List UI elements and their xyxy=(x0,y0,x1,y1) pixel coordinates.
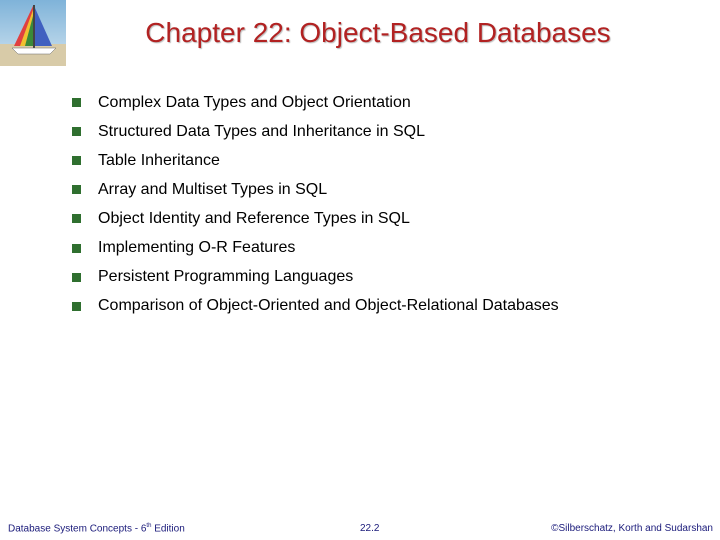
square-bullet-icon xyxy=(72,185,81,194)
bullet-text: Implementing O-R Features xyxy=(98,239,296,257)
square-bullet-icon xyxy=(72,302,81,311)
slide-title: Chapter 22: Object-Based Databases xyxy=(145,17,611,48)
list-item xyxy=(72,204,559,233)
square-bullet-icon xyxy=(72,214,81,223)
bullet-text: Array and Multiset Types in SQL xyxy=(98,180,328,198)
footer-edition-superscript: th xyxy=(146,523,152,529)
list-item xyxy=(72,292,559,321)
bullet-text: Complex Data Types and Object Orientation xyxy=(98,93,411,111)
bullet-text: Table Inheritance xyxy=(98,151,220,169)
list-item xyxy=(72,233,559,262)
square-bullet-icon xyxy=(72,244,81,253)
square-bullet-icon xyxy=(72,156,81,165)
list-item xyxy=(72,146,559,175)
square-bullet-icon xyxy=(72,98,81,107)
bullet-text: Persistent Programming Languages xyxy=(98,268,354,286)
footer-book-title-text: Database System Concepts - 6 xyxy=(8,523,147,535)
footer-book-title xyxy=(8,523,185,534)
square-bullet-icon xyxy=(72,273,81,282)
square-bullet-icon xyxy=(72,127,81,136)
list-item xyxy=(72,175,559,204)
bullet-text: Comparison of Object-Oriented and Object-Relational Databases xyxy=(98,297,559,315)
bullet-text: Object Identity and Reference Types in SQL xyxy=(98,209,410,227)
list-item xyxy=(72,117,559,146)
page-number: 22.2 xyxy=(360,523,380,534)
list-item xyxy=(72,88,559,117)
bullet-list xyxy=(72,88,559,321)
footer-edition-text: Edition xyxy=(151,523,185,535)
footer-copyright: ©Silberschatz, Korth and Sudarshan xyxy=(551,523,713,534)
list-item xyxy=(72,263,559,292)
bullet-text: Structured Data Types and Inheritance in SQL xyxy=(98,122,426,140)
